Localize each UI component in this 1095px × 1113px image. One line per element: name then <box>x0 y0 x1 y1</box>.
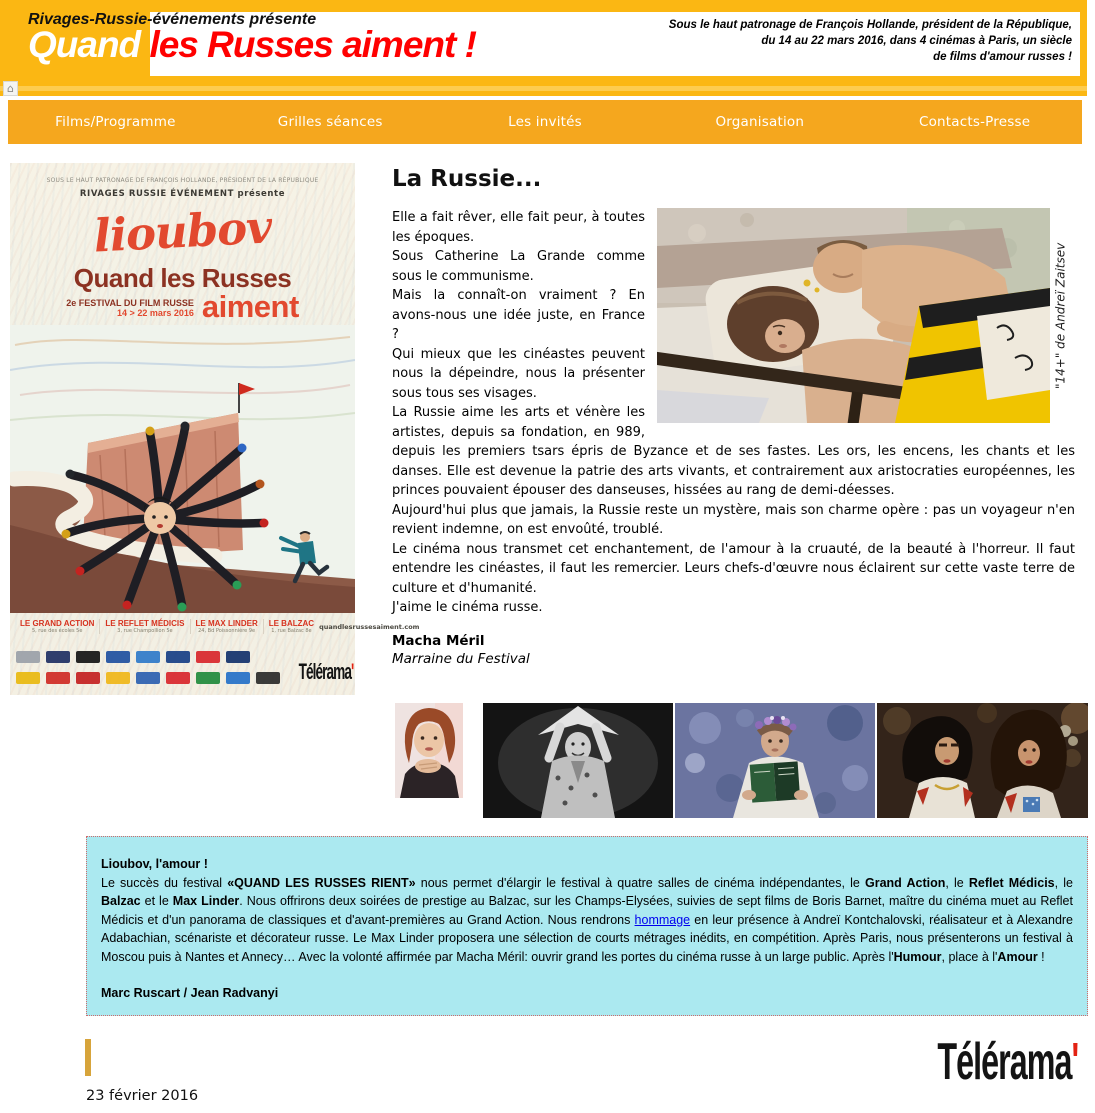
poster-patronage-text: SOUS LE HAUT PATRONAGE DE FRANÇOIS HOLLANDE, PRÉSIDENT DE LA RÉPUBLIQUE <box>46 177 319 184</box>
nav-item-les-invites[interactable]: Les invités <box>508 114 582 130</box>
article-signature: Macha Méril <box>392 632 485 649</box>
article-text: Elle a fait rêver, elle fait peur, à toutes les époques. Sous Catherine La Grande comme sous le communisme. Mais la connaît-on vraiment ? En avons-nous une idée juste, en France ? Qui mieux que les cinéastes peuvent nous la dépeindre, nous la présenter sous tous ses visages. La Russie aime les arts et vénère les artistes, depuis sa fondation, en 989, depuis les premiers tsars épris de Byzance et de ses fastes. Les ors, les encens, les chants et les danses. Elle est devenue la patrie des arts vivants, et contrairement aux aristocraties européennes, les princes pouvaient épouser des danseuses, hissées au rang de demi-déesses. Aujourd'hui plus que jamais, la Russie reste un mystère, mais son charme opère : pas un voyageur n'en revient indemne, on est envoûté, troublé. Le cinéma nous transmet cet enchantement, de l'amour à la cruauté, de la beauté à l'horreur. Il faut entendre les cinéastes, il faut les remercier. Leurs chefs-d'œuvre nous éclairent sur cette vaste terre de culture et d'humanité. J'aime le cinéma russe. <box>392 210 1075 615</box>
sponsor-logo <box>16 651 40 663</box>
cinema-balzac: LE BALZAC 1, rue Balzac 8e <box>263 619 319 634</box>
poster-script-title: lioubov <box>92 200 273 263</box>
patronage-line1: Sous le haut patronage de François Hollande, président de la République, <box>668 19 1072 31</box>
sponsor-logo <box>46 651 70 663</box>
festival-poster <box>10 163 420 695</box>
home-icon: ⌂ <box>7 82 14 95</box>
cinema-reflet-medicis: LE REFLET MÉDICIS 3, rue Champollion 5e <box>99 619 189 634</box>
footer-date: 23 février 2016 <box>86 1088 199 1104</box>
poster-subtitle-row <box>10 289 355 324</box>
sponsor-logos-row2 <box>16 672 280 684</box>
site-title-quand: Quand <box>28 24 141 65</box>
sponsor-logo <box>166 651 190 663</box>
cinema-grand-action: LE GRAND ACTION 5, rue des écoles 5e <box>20 619 95 634</box>
infobox-title: Lioubov, l'amour ! <box>101 857 208 871</box>
sponsor-logo <box>136 672 160 684</box>
poster-website: quandlesrussesaiment.com <box>319 622 420 631</box>
sponsor-logo <box>136 651 160 663</box>
article-body <box>392 208 1075 618</box>
infobox-body: Le succès du festival «QUAND LES RUSSES RIENT» nous permet d'élargir le festival à quatre salles de cinéma indépendantes, le Grand Action, le Reflet Médicis, le Balzac et le Max Linder. Nous offrirons deux soirées de prestige au Balzac, sur les Champs-Elysées, suivies de sept films de Boris Barnet, maître du cinéma muet au Reflet Médicis et d'un panorama de classiques et d'avant-premières au Grand Action. Nous rendrons hommage en leur présence à Andreï Kontchalovski, réalisateur et à Alexandre Adabachian, scénariste et décorateur russe. Le Max Linder proposera une sélection de courts métrages inédits, en compétition. Après Paris, nous présenterons un festival à Moscou puis à Nantes et Annecy… Avec la volonté affirmée par Macha Méril: ouvrir grand les portes du cinéma russe à un large public. Après l'Humour, place à l'Amour ! <box>101 875 1074 964</box>
sponsor-logo <box>16 672 40 684</box>
sponsor-logo <box>226 672 250 684</box>
sponsor-logo <box>46 672 70 684</box>
infobox-signature: Marc Ruscart / Jean Radvanyi <box>101 986 279 1000</box>
telerama-logo: Télérama' <box>937 1033 1078 1091</box>
poster-dates-text: 14 > 22 mars 2016 <box>117 308 194 318</box>
article <box>392 166 1075 667</box>
site-title <box>28 24 476 66</box>
nav-item-contacts-presse[interactable]: Contacts-Presse <box>918 114 1031 130</box>
sponsor-logo <box>166 672 190 684</box>
poster-telerama-logo: Télérama' <box>298 659 353 684</box>
site-title-rest: les Russes aiment ! <box>140 24 476 65</box>
sponsor-logo <box>106 651 130 663</box>
patronage-line3: de films d'amour russes ! <box>933 51 1072 63</box>
cinema-max-linder: LE MAX LINDER 24, Bd Poissonnière 9e <box>190 619 263 634</box>
header-presenter-text: Rivages-Russie-événements présente <box>28 11 317 28</box>
hommage-link[interactable]: hommage <box>634 912 691 927</box>
infobox <box>86 836 1088 1016</box>
film-still-flower-girl <box>675 703 875 818</box>
sponsor-logo <box>76 672 100 684</box>
main-nav <box>8 100 1082 144</box>
sponsor-logo <box>76 651 100 663</box>
sponsor-logo <box>196 672 220 684</box>
film-still-bw <box>483 703 673 818</box>
film-photo-block <box>657 208 1075 423</box>
sponsor-logo <box>196 651 220 663</box>
sponsor-logos-row1 <box>16 651 250 663</box>
patronage-line2: du 14 au 22 mars 2016, dans 4 cinémas à Paris, un siècle <box>761 35 1072 47</box>
header <box>0 0 1087 96</box>
nav-item-organisation[interactable]: Organisation <box>715 114 805 130</box>
nav-item-films-programme[interactable]: Films/Programme <box>55 114 176 130</box>
poster-title2: aiment <box>201 289 299 324</box>
sponsor-logo <box>256 672 280 684</box>
film-still-image <box>657 208 1050 423</box>
poster-festival-block <box>66 298 194 322</box>
poster-festival-text: 2e FESTIVAL DU FILM RUSSE <box>66 298 194 308</box>
sponsor-logo <box>226 651 250 663</box>
poster-presenter-text: RIVAGES RUSSIE ÉVÉNEMENT présente <box>79 189 286 199</box>
poster-illustration <box>10 325 355 613</box>
film-still-caption: "14+" de Andreï Zaitsev <box>1053 242 1068 389</box>
article-title: La Russie... <box>392 166 542 192</box>
poster-title: Quand les Russes <box>73 263 292 293</box>
film-still-two-women <box>877 703 1088 818</box>
sponsor-logo <box>106 672 130 684</box>
header-stripe <box>0 86 1087 91</box>
patronage-text <box>648 17 1072 65</box>
macha-meril-portrait <box>395 703 463 798</box>
poster-cinema-list <box>10 619 420 634</box>
article-signature-role: Marraine du Festival <box>392 650 530 667</box>
footer-gold-bar <box>85 1039 91 1076</box>
home-button[interactable] <box>3 81 18 96</box>
nav-item-grilles-seances[interactable]: Grilles séances <box>277 114 383 130</box>
